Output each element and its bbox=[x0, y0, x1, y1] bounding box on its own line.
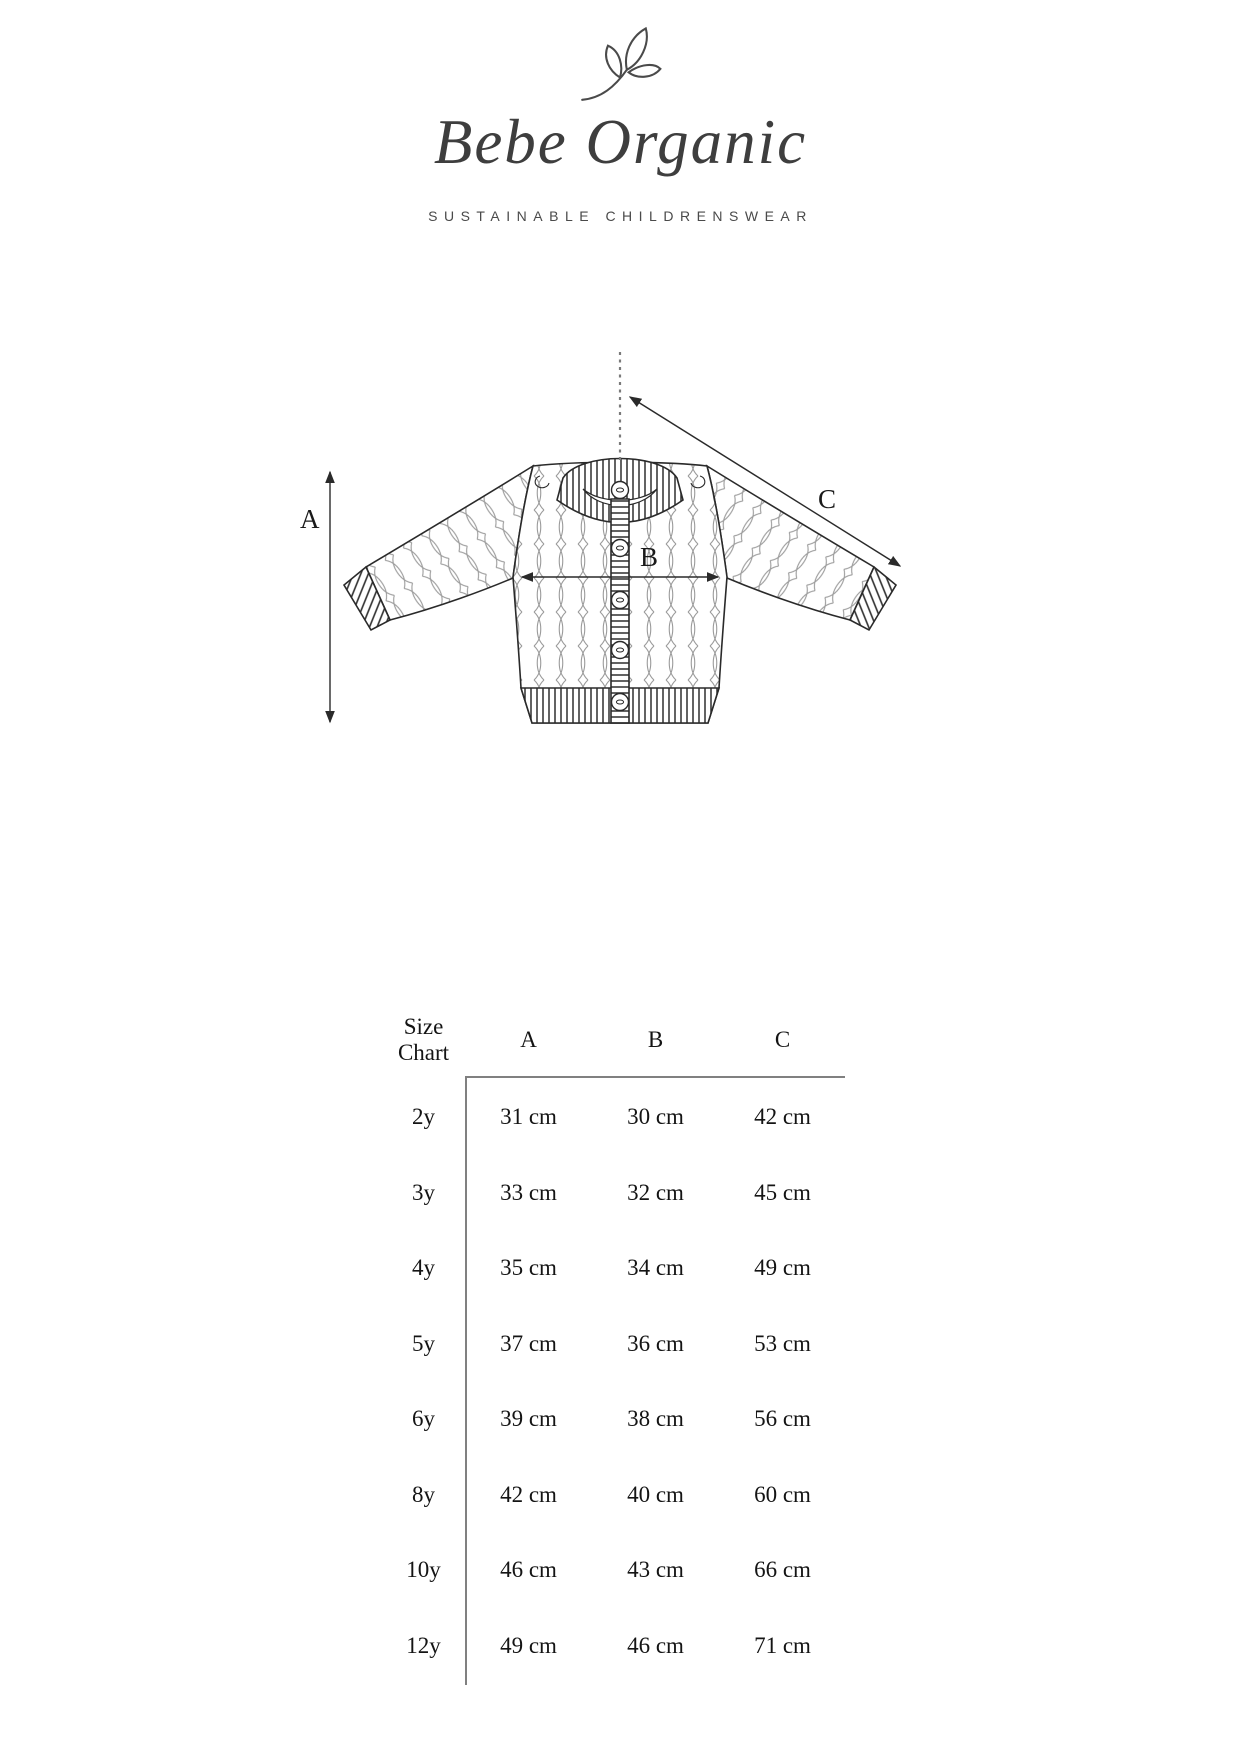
brand-tagline: SUSTAINABLE CHILDRENSWEAR bbox=[428, 208, 813, 224]
row-a: 37 cm bbox=[500, 1330, 557, 1356]
cardigan-illustration bbox=[344, 459, 896, 724]
diagram-label-a: A bbox=[300, 504, 320, 534]
row-b: 38 cm bbox=[627, 1406, 684, 1432]
row-b: 46 cm bbox=[627, 1632, 684, 1658]
diagram-label-c: C bbox=[818, 484, 837, 514]
row-size: 2y bbox=[412, 1104, 435, 1130]
row-size: 5y bbox=[412, 1330, 435, 1356]
row-size: 12y bbox=[406, 1632, 441, 1658]
row-size: 8y bbox=[412, 1481, 435, 1507]
row-c: 56 cm bbox=[754, 1406, 811, 1432]
row-c: 66 cm bbox=[754, 1557, 811, 1583]
table-header-c: C bbox=[774, 1026, 791, 1052]
table-header-size: Size Chart bbox=[397, 1013, 450, 1065]
row-b: 40 cm bbox=[627, 1481, 684, 1507]
row-a: 49 cm bbox=[500, 1632, 557, 1658]
row-b: 30 cm bbox=[627, 1104, 684, 1130]
row-c: 53 cm bbox=[754, 1330, 811, 1356]
garment-diagram bbox=[280, 330, 940, 750]
size-chart-table bbox=[382, 1004, 846, 1684]
row-size: 3y bbox=[412, 1179, 435, 1205]
diagram-label-b: B bbox=[640, 542, 659, 572]
row-b: 43 cm bbox=[627, 1557, 684, 1583]
row-c: 71 cm bbox=[754, 1632, 811, 1658]
row-c: 49 cm bbox=[754, 1255, 811, 1281]
leaf-sprig-icon bbox=[577, 25, 663, 101]
table-header-b: B bbox=[647, 1026, 664, 1052]
row-a: 35 cm bbox=[500, 1255, 557, 1281]
row-c: 60 cm bbox=[754, 1481, 811, 1507]
brand-title: Bebe Organic bbox=[433, 107, 808, 177]
row-b: 36 cm bbox=[627, 1330, 684, 1356]
row-b: 34 cm bbox=[627, 1255, 684, 1281]
row-c: 42 cm bbox=[754, 1104, 811, 1130]
row-a: 33 cm bbox=[500, 1179, 557, 1205]
row-size: 4y bbox=[412, 1255, 435, 1281]
row-b: 32 cm bbox=[627, 1179, 684, 1205]
row-c: 45 cm bbox=[754, 1179, 811, 1205]
row-size: 10y bbox=[406, 1557, 441, 1583]
row-a: 39 cm bbox=[500, 1406, 557, 1432]
row-a: 46 cm bbox=[500, 1557, 557, 1583]
row-a: 31 cm bbox=[500, 1104, 557, 1130]
row-size: 6y bbox=[412, 1406, 435, 1432]
table-header-a: A bbox=[520, 1026, 537, 1052]
row-a: 42 cm bbox=[500, 1481, 557, 1507]
